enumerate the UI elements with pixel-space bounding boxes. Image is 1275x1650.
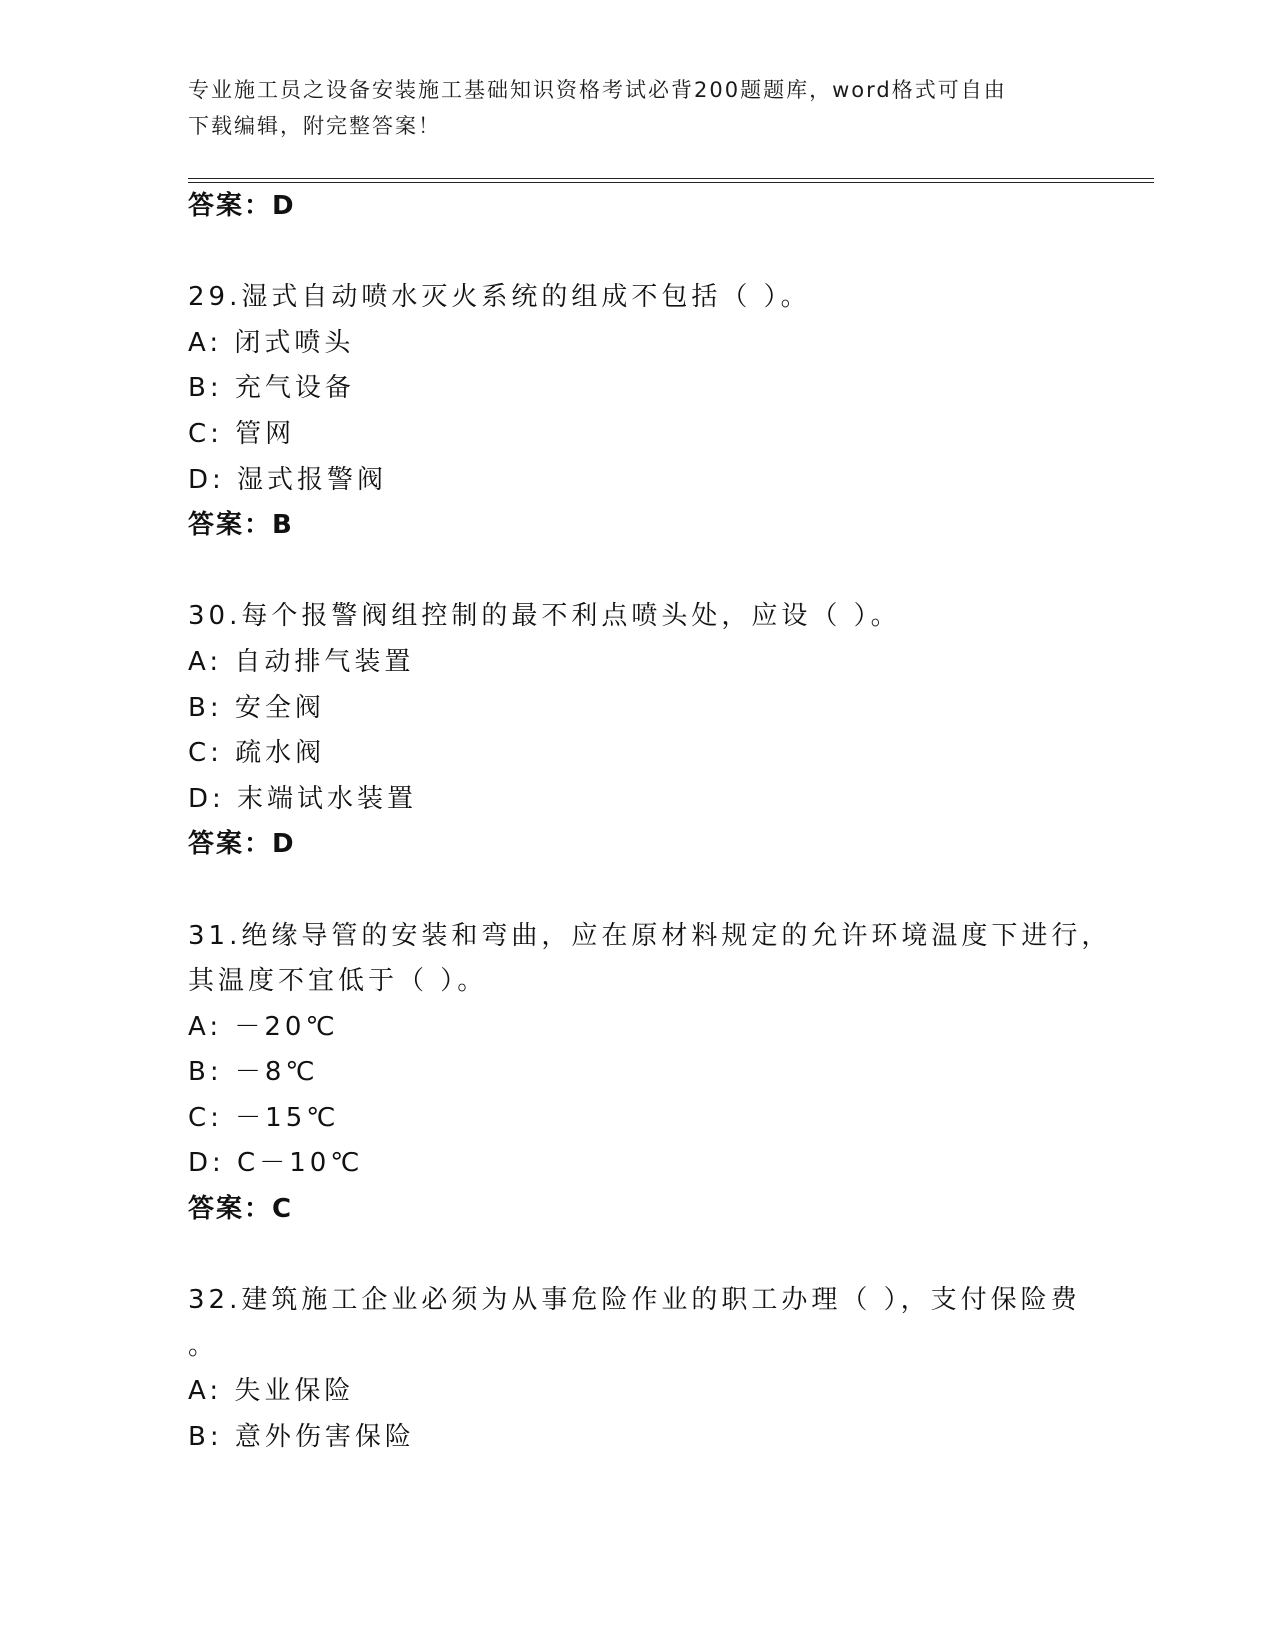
- option-d: D: 湿式报警阀: [188, 464, 388, 495]
- option-b: B: －8℃: [188, 1057, 319, 1088]
- option-b: B: 充气设备: [188, 373, 355, 404]
- header-divider: [188, 178, 1154, 183]
- header-title-line-1: 专业施工员之设备安装施工基础知识资格考试必背200题题库，word格式可自由: [188, 78, 1007, 102]
- option-a: A: 闭式喷头: [188, 327, 355, 358]
- spacer: [188, 1233, 1088, 1279]
- question-block-29: [188, 275, 1088, 549]
- spacer: [188, 868, 1088, 914]
- answer: 答案：B: [188, 510, 294, 541]
- question-block-30: [188, 594, 1088, 868]
- option-d: D: C－10℃: [188, 1148, 364, 1179]
- question-text-continued: 其温度不宜低于（ ）。: [188, 966, 488, 997]
- question-text: 31.绝缘导管的安装和弯曲，应在原材料规定的允许环境温度下进行，: [188, 920, 1112, 951]
- option-a: A: 自动排气装置: [188, 646, 415, 677]
- spacer: [188, 230, 1088, 276]
- document-header: [188, 72, 1068, 144]
- option-d: D: 末端试水装置: [188, 783, 418, 814]
- spacer: [188, 549, 1088, 595]
- previous-answer: 答案：D: [188, 191, 296, 221]
- header-title-line-2: 下载编辑，附完整答案！: [188, 114, 441, 138]
- option-b: B: 意外伤害保险: [188, 1422, 415, 1453]
- answer: 答案：D: [188, 829, 296, 860]
- answer: 答案：C: [188, 1194, 294, 1225]
- question-text: 32.建筑施工企业必须为从事危险作业的职工办理（ ），支付保险费: [188, 1285, 1081, 1316]
- option-c: C: －15℃: [188, 1102, 340, 1133]
- question-block-32: [188, 1278, 1088, 1460]
- option-a: A: －20℃: [188, 1011, 339, 1042]
- option-b: B: 安全阀: [188, 692, 325, 723]
- question-list: [188, 184, 1112, 1461]
- question-block-31: [188, 914, 1112, 1233]
- question-text-continued: 。: [188, 1330, 219, 1361]
- option-a: A: 失业保险: [188, 1376, 355, 1407]
- question-text: 29.湿式自动喷水灭火系统的组成不包括（ ）。: [188, 282, 811, 313]
- option-c: C: 疏水阀: [188, 738, 326, 769]
- option-c: C: 管网: [188, 418, 296, 449]
- question-text: 30.每个报警阀组控制的最不利点喷头处，应设（ ）。: [188, 601, 901, 632]
